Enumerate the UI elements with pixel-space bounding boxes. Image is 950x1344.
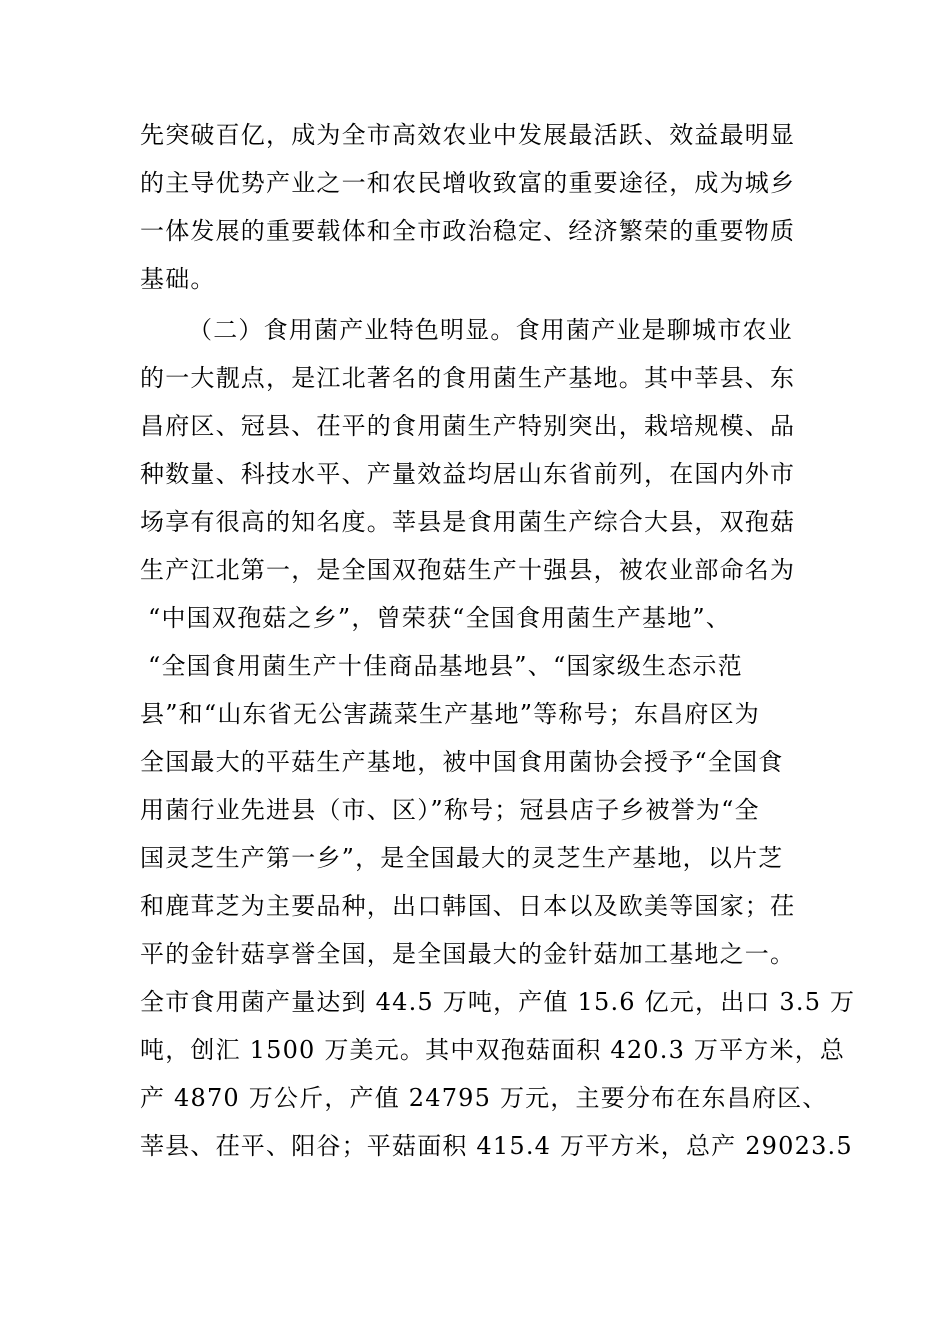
text-line: 昌府区、冠县、茌平的食用菌生产特别突出，栽培规模、品	[140, 412, 796, 440]
text-line: 用菌行业先进县（市、区）”称号；冠县店子乡被誉为“全	[140, 796, 760, 824]
text-line: 全国最大的平菇生产基地，被中国食用菌协会授予“全国食	[140, 748, 784, 776]
text-line: 生产江北第一，是全国双孢菇生产十强县，被农业部命名为	[140, 556, 796, 584]
text-line: 先突破百亿，成为全市高效农业中发展最活跃、效益最明显	[140, 121, 796, 149]
text-line: “全国食用菌生产十佳商品基地县”、“国家级生态示范	[148, 652, 743, 680]
text-line: 和鹿茸芝为主要品种，出口韩国、日本以及欧美等国家；茌	[140, 892, 796, 920]
text-line: 产 4870 万公斤，产值 24795 万元，主要分布在东昌府区、	[140, 1084, 828, 1112]
text-line: 国灵芝生产第一乡”，是全国最大的灵芝生产基地，以片芝	[140, 844, 784, 872]
text-line: 的一大靓点，是江北著名的食用菌生产基地。其中莘县、东	[140, 364, 796, 392]
text-line: 县”和“山东省无公害蔬菜生产基地”等称号；东昌府区为	[140, 700, 761, 728]
text-line: 场享有很高的知名度。莘县是食用菌生产综合大县，双孢菇	[140, 508, 796, 536]
section-heading-line: （二）食用菌产业特色明显。食用菌产业是聊城市农业	[188, 316, 793, 344]
text-line: 一体发展的重要载体和全市政治稳定、经济繁荣的重要物质	[140, 217, 796, 245]
text-line: 的主导优势产业之一和农民增收致富的重要途径，成为城乡	[140, 169, 796, 197]
text-line: 种数量、科技水平、产量效益均居山东省前列，在国内外市	[140, 460, 796, 488]
text-line: 基础。	[140, 265, 216, 293]
text-line: 吨，创汇 1500 万美元。其中双孢菇面积 420.3 万平方米，总	[140, 1036, 846, 1064]
text-line: 平的金针菇享誉全国，是全国最大的金针菇加工基地之一。	[140, 940, 796, 968]
text-line: “中国双孢菇之乡”，曾荣获“全国食用菌生产基地”、	[148, 604, 732, 632]
text-line: 全市食用菌产量达到 44.5 万吨，产值 15.6 亿元，出口 3.5 万	[140, 988, 856, 1016]
text-line: 莘县、茌平、阳谷；平菇面积 415.4 万平方米，总产 29023.5	[140, 1132, 853, 1160]
